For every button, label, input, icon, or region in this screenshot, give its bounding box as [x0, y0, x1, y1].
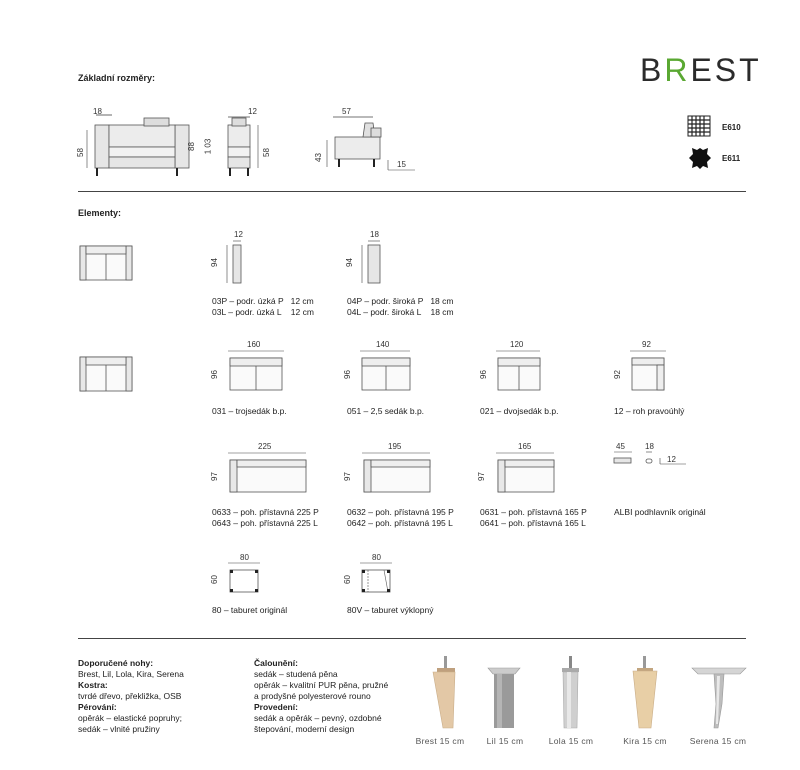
spring-title: Pérování:	[78, 702, 117, 712]
el-0633-width: 225	[258, 442, 272, 451]
ottoman-80-drawing	[226, 562, 266, 596]
frame-text: tvrdé dřevo, překližka, OSB	[78, 691, 182, 701]
el-albi-height: 18	[645, 442, 654, 451]
leg-serena-label: Serena 15 cm	[689, 736, 747, 746]
el-0633-label: 0633 – poh. přístavná 225 P 0643 – poh. přístavná 225 L	[212, 507, 319, 528]
spring-text-2: sedák – vlnité pružiny	[78, 724, 160, 734]
el-04-width: 18	[370, 230, 379, 239]
dim-58: 58	[261, 148, 271, 157]
el-051-width: 140	[376, 340, 390, 349]
headrest-drawing	[612, 450, 692, 470]
el-04-label: 04P – podr. široká P 18 cm 04L – podr. široká L 18 cm	[347, 296, 454, 317]
el-031-label: 031 – trojsedák b.p.	[212, 406, 287, 416]
leg-kira-label: Kira 15 cm	[623, 736, 667, 746]
section-title-elements: Elementy:	[78, 208, 122, 218]
dim-12: 12	[248, 107, 257, 116]
el-80v-height: 60	[342, 575, 352, 584]
el-031-width: 160	[247, 340, 261, 349]
leg-lil-image	[485, 664, 525, 730]
el-021-width: 120	[510, 340, 524, 349]
dim-seat-height: 58	[75, 148, 85, 157]
corner-12-drawing	[630, 350, 670, 395]
sofa-021-drawing	[496, 350, 546, 395]
el-051-label: 051 – 2,5 sedák b.p.	[347, 406, 425, 416]
uph-text-3: a prodyšné polyesterové rouno	[254, 691, 371, 701]
el-0631-height: 97	[476, 472, 486, 481]
el-12-label: 12 – roh pravoúhlý	[614, 406, 685, 416]
el-80-width: 80	[240, 553, 249, 562]
spring-text-1: opěrák – elastické popruhy;	[78, 713, 182, 723]
el-021-label: 021 – dvojsedák b.p.	[480, 406, 559, 416]
el-80v-width: 80	[372, 553, 381, 562]
el-0631-width: 165	[518, 442, 532, 451]
leg-lola-label: Lola 15 cm	[548, 736, 594, 746]
section-title-basic: Základní rozměry:	[78, 73, 156, 83]
ottoman-80v-drawing	[358, 562, 398, 596]
fabric-icon	[688, 116, 712, 138]
el-albi-label: ALBI podhlavník originál	[614, 507, 706, 517]
legs-text: Brest, Lil, Lola, Kira, Serena	[78, 669, 184, 679]
leg-brest-label: Brest 15 cm	[415, 736, 465, 746]
exec-text-1: sedák a opěrák – pevný, ozdobné	[254, 713, 382, 723]
el-03-height: 94	[209, 258, 219, 267]
sofa-top-thumbnail	[78, 244, 134, 284]
sofa-top-thumbnail-2	[78, 355, 134, 395]
sofa-031-drawing	[228, 350, 288, 395]
chaise-225-drawing	[226, 452, 311, 497]
el-051-height: 96	[342, 370, 352, 379]
exec-title: Provedení:	[254, 702, 298, 712]
material-code-leather: E611	[722, 154, 741, 163]
material-code-fabric: E610	[722, 123, 741, 132]
dim-15: 15	[397, 160, 406, 169]
leg-brest-image	[425, 656, 465, 730]
el-albi-depth: 12	[667, 455, 676, 464]
el-0631-label: 0631 – poh. přístavná 165 P 0641 – poh. přístavná 165 L	[480, 507, 587, 528]
leg-serena-image	[690, 664, 750, 730]
leather-icon	[688, 146, 712, 170]
exec-text-2: štepování, moderní design	[254, 724, 355, 734]
dim-43: 43	[313, 153, 323, 162]
legs-title: Doporučené nohy:	[78, 658, 154, 668]
el-0632-height: 97	[342, 472, 352, 481]
dim-88: 88	[186, 142, 196, 151]
sofa-051-drawing	[360, 350, 415, 395]
chaise-165-drawing	[494, 452, 559, 497]
el-12-width: 92	[642, 340, 651, 349]
uph-text-2: opěrák – kvalitní PUR pěna, pružné	[254, 680, 389, 690]
el-80v-label: 80V – taburet výklopný	[347, 605, 434, 615]
leg-kira-image	[625, 656, 665, 730]
el-04-height: 94	[344, 258, 354, 267]
chaise-195-drawing	[360, 452, 435, 497]
dim-57: 57	[342, 107, 351, 116]
dim-arm-width: 18	[93, 107, 102, 116]
dim-103: 1 03	[203, 138, 213, 155]
uph-text-1: sedák – studená pěna	[254, 669, 338, 679]
el-albi-width: 45	[616, 442, 625, 451]
el-0632-width: 195	[388, 442, 402, 451]
sofa-profile-drawing	[325, 110, 425, 175]
el-031-height: 96	[209, 370, 219, 379]
el-80-label: 80 – taburet originál	[212, 605, 288, 615]
leg-lola-image	[556, 656, 586, 730]
armrest-wide-drawing	[360, 240, 390, 290]
leg-lil-label: Lil 15 cm	[486, 736, 524, 746]
el-80-height: 60	[209, 575, 219, 584]
frame-title: Kostra:	[78, 680, 108, 690]
el-03-width: 12	[234, 230, 243, 239]
uph-title: Čalounění:	[254, 658, 298, 668]
el-03-label: 03P – podr. úzká P 12 cm 03L – podr. úzká L 12 cm	[212, 296, 314, 317]
el-0632-label: 0632 – poh. přístavná 195 P 0642 – poh. přístavná 195 L	[347, 507, 454, 528]
footer-specs-left	[78, 658, 248, 735]
divider-top	[78, 191, 746, 192]
divider-bottom	[78, 638, 746, 639]
el-12-height: 92	[612, 370, 622, 379]
el-0633-height: 97	[209, 472, 219, 481]
sofa-front-drawing	[92, 110, 192, 175]
brand-logo: BREST	[640, 52, 762, 88]
sofa-side-drawing	[220, 110, 280, 175]
el-021-height: 96	[478, 370, 488, 379]
armrest-narrow-drawing	[225, 240, 255, 290]
footer-specs-right	[254, 658, 424, 735]
